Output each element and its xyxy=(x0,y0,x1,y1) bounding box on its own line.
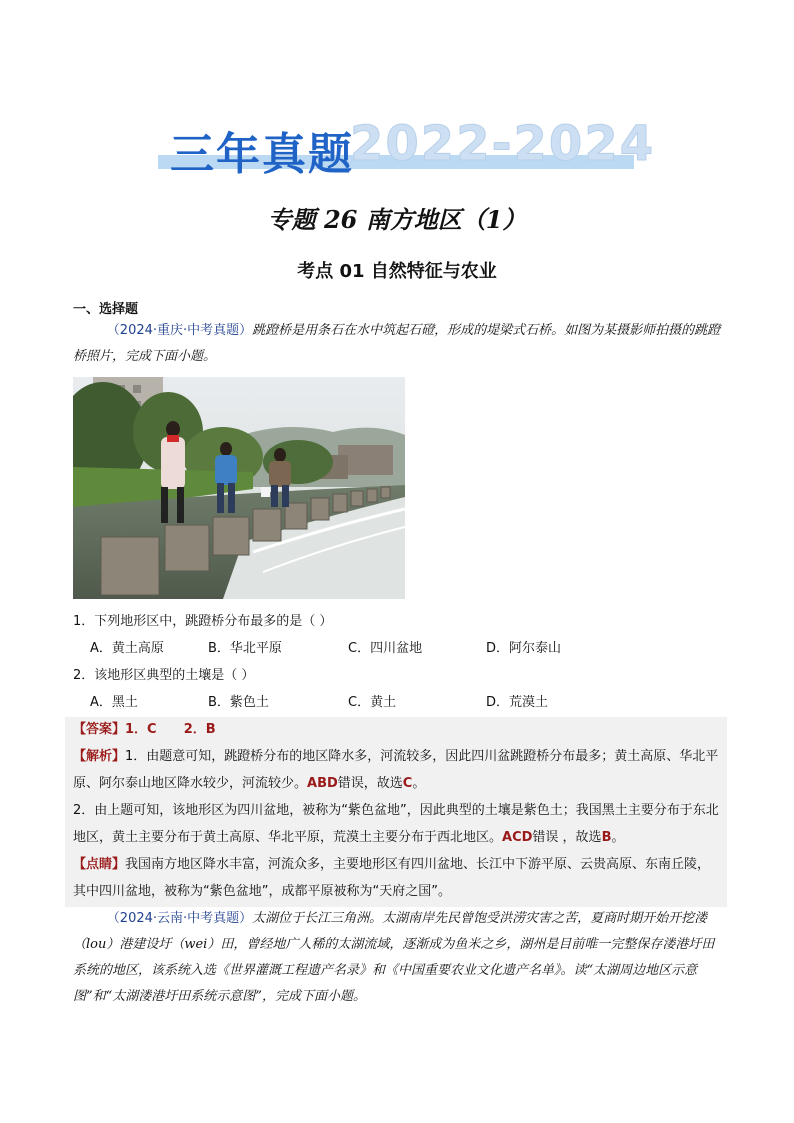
analysis-tag: 【解析】 xyxy=(73,749,126,764)
banner-title: 三年真题 xyxy=(170,129,354,180)
point-tag: 【点睛】 xyxy=(73,857,126,872)
stepping-stone-bridge-photo xyxy=(73,377,405,599)
key-point xyxy=(73,851,723,905)
option-b[interactable]: B．华北平原 xyxy=(208,641,282,656)
analysis-2-end: 错误 ，故选 xyxy=(532,830,602,845)
option-a[interactable]: A．黑土 xyxy=(90,695,138,710)
analysis-1-end: 错误，故选 xyxy=(337,776,403,791)
analysis-1-period: 。 xyxy=(412,776,426,791)
point-text: 我国南方地区降水丰富，河流众多，主要地形区有四川盆地、长江中下游平原、云贵高原、东南丘陵，其中四川盆地，被称为“紫色盆地”，成都平原被称为“天府之国”。 xyxy=(73,857,711,899)
question-1-stem: 1．下列地形区中，跳蹬桥分布最多的是（ ） xyxy=(73,614,333,629)
option-a[interactable]: A．黄土高原 xyxy=(90,641,164,656)
option-d[interactable]: D．阿尔泰山 xyxy=(486,641,562,656)
analysis-2-choice: B xyxy=(601,830,612,845)
answer-line xyxy=(73,716,723,743)
intro-text: 太湖位于长江三角洲。太湖南岸先民曾饱受洪涝灾害之苦，夏商时期开始开挖溇（lou）港建设圩（wei）田，曾经地广人稀的太湖流域，逐渐成为鱼米之乡，湖州是目前唯一完整保存溇港圩田系统的地区，该系统入选《世界灌溉工程遗产名录》和《中国重要农业文化遗产名单》。读“太湖周边地区示意图”和“太湖溇港圩田系统示意图”，完成下面小题。 xyxy=(73,911,715,1004)
analysis-1-wrong: ABD xyxy=(307,776,338,791)
question-2-stem: 2．该地形区典型的土壤是（ ） xyxy=(73,668,255,683)
analysis-2-wrong: ACD xyxy=(502,830,533,845)
analysis-1-choice: C xyxy=(402,776,413,791)
banner-years: 2022-2024 xyxy=(350,116,656,172)
source-tag: （2024·云南·中考真题） xyxy=(106,911,253,926)
answer-text: 1．C 2．B xyxy=(125,722,216,737)
header-banner xyxy=(0,118,794,178)
question-intro-2 xyxy=(73,906,723,1010)
answer-tag: 【答案】 xyxy=(73,722,126,737)
analysis-1-text: 1．由题意可知，跳蹬桥分布的地区降水多，河流较多，因此四川盆跳蹬桥分布最多；黄土高原、华北平原、阿尔泰山地区降水较少，河流较少。 xyxy=(73,749,719,791)
analysis-2-period: 。 xyxy=(611,830,625,845)
analysis-2-text: 2．由上题可知，该地形区为四川盆地，被称为“紫色盆地”，因此典型的土壤是紫色土；我国黑土主要分布于东北地区，黄土主要分布于黄土高原、华北平原，荒漠土主要分布于西北地区。 xyxy=(73,803,719,845)
intro-text: 跳蹬桥是用条石在水中筑起石磴，形成的堤梁式石桥。如图为某摄影师拍摄的跳蹬桥照片，完成下面小题。 xyxy=(73,323,721,364)
question-intro-1 xyxy=(73,318,723,370)
analysis-1 xyxy=(73,743,723,797)
option-c[interactable]: C．四川盆地 xyxy=(348,641,423,656)
page-title: 专题 26 南方地区（1） xyxy=(267,205,527,234)
analysis-2 xyxy=(73,797,723,851)
option-b[interactable]: B．紫色土 xyxy=(208,695,269,710)
answer-content xyxy=(73,716,723,905)
option-d[interactable]: D．荒漠土 xyxy=(486,695,549,710)
section-heading: 一、选择题 xyxy=(73,302,139,317)
option-c[interactable]: C．黄土 xyxy=(348,695,397,710)
source-tag: （2024·重庆·中考真题） xyxy=(106,323,253,338)
page-subtitle: 考点 01 自然特征与农业 xyxy=(297,261,497,282)
